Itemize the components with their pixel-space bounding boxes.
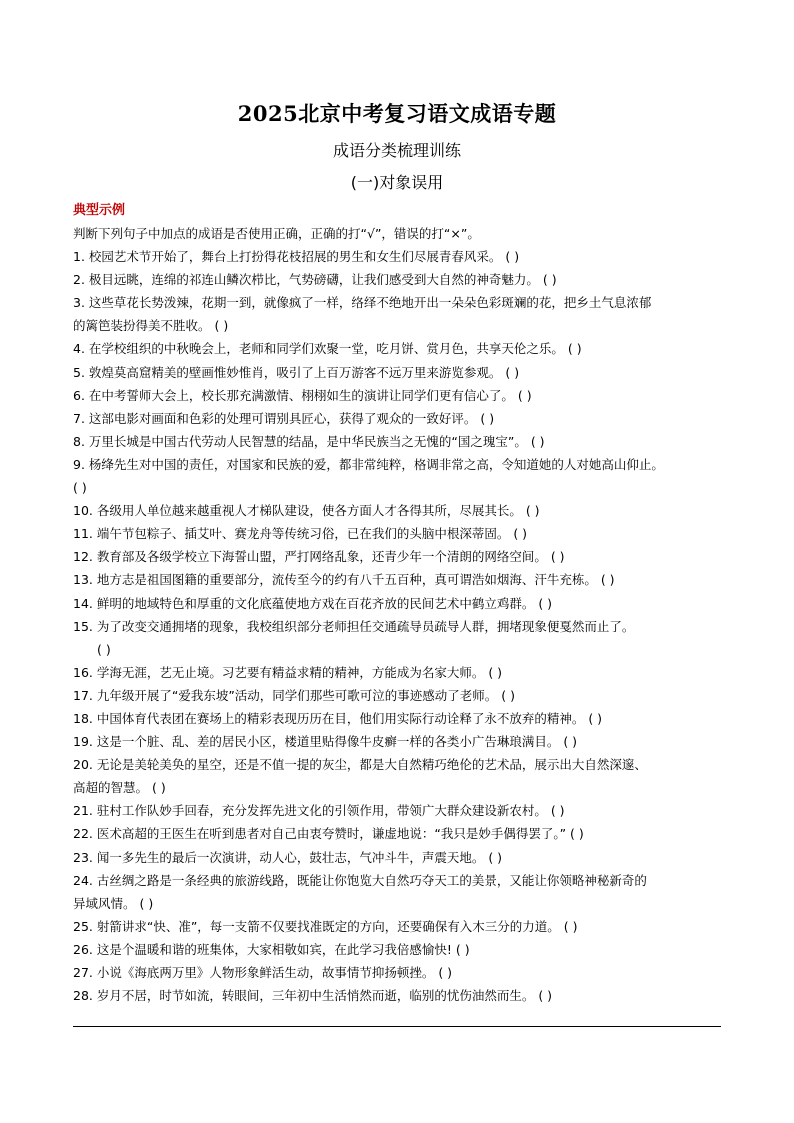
text-line: 24. 古丝绸之路是一条经典的旅游线路，既能让你饱览大自然巧夺天工的美景，又能让你领略神秘新奇的 bbox=[73, 872, 647, 888]
text-line: 3. 这些草花长势泼辣，花期一到，就像疯了一样，络绎不绝地开出一朵朵色彩斑斓的花，把乡土气息浓郁 bbox=[73, 295, 652, 311]
text-line: 5. 敦煌莫高窟精美的壁画惟妙惟肖，吸引了上百万游客不远万里来游览参观。 ( ) bbox=[73, 364, 520, 380]
text-line: 高超的智慧。 ( ) bbox=[73, 780, 166, 796]
question-list bbox=[73, 222, 723, 1007]
text-line: 判断下列句子中加点的成语是否使用正确，正确的打“√”，错误的打“×”。 bbox=[73, 226, 480, 241]
page-subtitle: 成语分类梳理训练 bbox=[332, 141, 461, 160]
text-line: 1. 校园艺术节开始了，舞台上打扮得花枝招展的男生和女生们尽展青春风采。 ( ) bbox=[73, 249, 520, 265]
text-line: 20. 无论是美轮美奂的星空，还是不值一提的灰尘，都是大自然精巧绝伦的艺术品，展示出大自然深邃、 bbox=[73, 757, 647, 773]
text-line: 22. 医术高超的王医生在听到患者对自己由衷夸赞时，谦虚地说：“我只是妙手偶得罢了。” ( ) bbox=[73, 826, 584, 842]
text-line: 12. 教育部及各级学校立下海誓山盟，严打网络乱象，还青少年一个清朗的网络空间。 ( ) bbox=[73, 549, 565, 565]
text-line: 25. 射箭讲求“快、准”，每一支箭不仅要找准既定的方向，还要确保有入木三分的力道。 ( ) bbox=[73, 918, 578, 934]
text-line: 15. 为了改变交通拥堵的现象，我校组织部分老师担任交通疏导员疏导人群，拥堵现象便戛然而止了。 bbox=[73, 618, 635, 634]
text-line: ( ) bbox=[73, 480, 87, 496]
text-line: 26. 这是个温暖和谐的班集体，大家相敬如宾，在此学习我倍感愉快! ( ) bbox=[73, 941, 470, 957]
text-line: 4. 在学校组织的中秋晚会上，老师和同学们欢聚一堂，吃月饼、赏月色，共享天伦之乐。 ( ) bbox=[73, 341, 582, 357]
text-line: 的篱笆装扮得美不胜收。 ( ) bbox=[73, 318, 229, 334]
text-line: 18. 中国体育代表团在赛场上的精彩表现历历在目，他们用实际行动诠释了永不放弃的精神。 ( ) bbox=[73, 710, 603, 726]
text-line: 28. 岁月不居，时节如流，转眼间，三年初中生活悄然而逝，临别的忧伤油然而生。 ( ) bbox=[73, 988, 553, 1004]
text-line: 2. 极目远眺，连绵的祁连山鳞次栉比，气势磅礴，让我们感受到大自然的神奇魅力。 ( ) bbox=[73, 272, 557, 288]
text-line: 8. 万里长城是中国古代劳动人民智慧的结晶，是中华民族当之无愧的“国之瑰宝”。 ( ) bbox=[73, 433, 545, 449]
text-line: 17. 九年级开展了“爱我东坡”活动，同学们那些可歌可泣的事迹感动了老师。 ( ) bbox=[73, 687, 516, 703]
text-line: 21. 驻村工作队妙手回春，充分发挥先进文化的引领作用，带领广大群众建设新农村。 ( ) bbox=[73, 803, 565, 819]
text-line: 7. 这部电影对画面和色彩的处理可谓别具匠心，获得了观众的一致好评。 ( ) bbox=[73, 410, 495, 426]
text-line: ( ) bbox=[97, 641, 111, 657]
example-label: 典型示例 bbox=[73, 203, 126, 218]
text-line: 11. 端午节包粽子、插艾叶、赛龙舟等传统习俗，已在我们的头脑中根深蒂固。 ( ) bbox=[73, 526, 528, 542]
text-line: 14. 鲜明的地域特色和厚重的文化底蕴使地方戏在百花齐放的民间艺术中鹤立鸡群。 ( ) bbox=[73, 595, 553, 611]
text-line: 23. 闻一多先生的最后一次演讲，动人心，鼓壮志，气冲斗牛，声震天地。 ( ) bbox=[73, 849, 503, 865]
text-line: 19. 这是一个脏、乱、差的居民小区，楼道里贴得像牛皮癣一样的各类小广告琳琅满目。 ( ) bbox=[73, 734, 578, 750]
footer-rule bbox=[73, 1026, 721, 1027]
text-line: 9. 杨绛先生对中国的责任，对国家和民族的爱，都非常纯粹，格调非常之高，令知道她的人对她高山仰止。 bbox=[73, 456, 664, 472]
page-title: 2025北京中考复习语文成语专题 bbox=[237, 101, 557, 126]
text-line: 16. 学海无涯，艺无止境。习艺要有精益求精的精神，方能成为名家大师。 ( ) bbox=[73, 664, 503, 680]
text-line: 13. 地方志是祖国图籍的重要部分，流传至今的约有八千五百种，真可谓浩如烟海、汗牛充栋。 ( ) bbox=[73, 572, 615, 588]
text-line: 27. 小说《海底两万里》人物形象鲜活生动，故事情节抑扬顿挫。 ( ) bbox=[73, 965, 453, 980]
section-heading: (一)对象误用 bbox=[350, 173, 444, 192]
text-line: 10. 各级用人单位越来越重视人才梯队建设，使各方面人才各得其所，尽展其长。 ( ) bbox=[73, 503, 540, 519]
text-line: 异域风情。 ( ) bbox=[73, 895, 154, 911]
text-line: 6. 在中考誓师大会上，校长那充满激情、栩栩如生的演讲让同学们更有信心了。 ( ) bbox=[73, 387, 532, 403]
